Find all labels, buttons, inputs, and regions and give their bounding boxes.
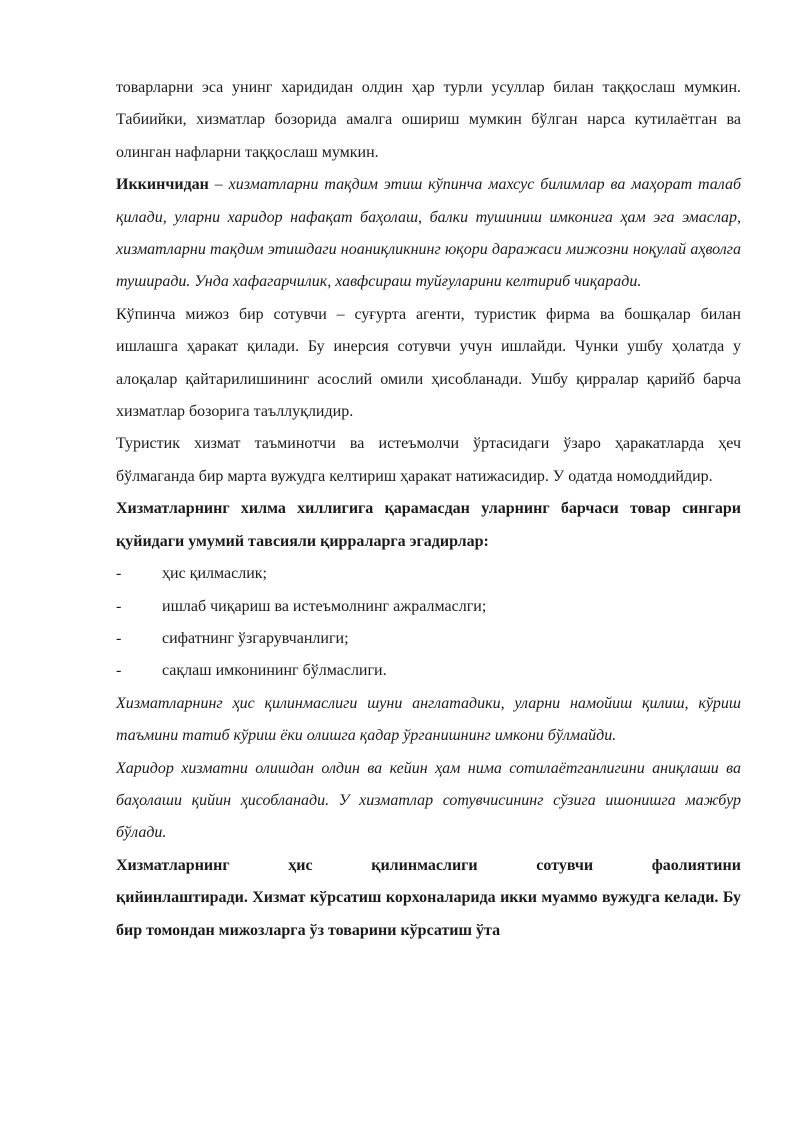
heading-word: фаолиятини <box>651 856 741 874</box>
heading-word: қилинмаслиги <box>371 856 478 874</box>
heading-word: Хизматларнинг <box>116 856 230 874</box>
document-page <box>116 72 741 947</box>
list-dash: - <box>116 662 122 680</box>
paragraph-two-problems: қийинлаштиради. Хизмат кўрсатиш корхоналарида икки муаммо вужудга келади. Бу бир томондан мижозларга ўз товарини кўрсатиш ўта <box>116 889 741 939</box>
list-item <box>116 558 741 590</box>
spread-heading-line <box>116 850 741 882</box>
paragraph-tourist-service: Туристик хизмат таъминотчи ва истеъмолчи ўртасидаги ўзаро ҳаракатларда ҳеч бўлмаганда бир марта вужудга келтириш ҳаракат натижасидир. У одатда номоддийдир. <box>116 435 741 485</box>
paragraph-intangibility-difficulty <box>116 850 741 947</box>
heading-word: сотувчи <box>536 856 594 874</box>
secondly-lead: Иккинчидан <box>116 176 209 194</box>
list-dash: - <box>116 565 122 583</box>
list-item-text: сақлаш имконининг бўлмаслиги. <box>162 662 387 680</box>
list-item <box>116 655 741 687</box>
list-item-text: ишлаб чиқариш ва истеъмолнинг ажралмаслги; <box>162 597 487 615</box>
paragraph-comparison: товарларни эса унинг харидидан олдин ҳар турли усуллар билан таққослаш мумкин. Табиийки, хизматлар бозорида амалга ошириш мумкин бўлган нарса кутилаётган ва олинган нафларни таққослаш мумкин. <box>116 79 741 161</box>
list-item-text: ҳис қилмаслик; <box>162 565 267 583</box>
list-item-text: сифатнинг ўзгарувчанлиги; <box>162 629 349 647</box>
list-item <box>116 591 741 623</box>
paragraph-intangibility: Хизматларнинг ҳис қилинмаслиги шуни англатадики, уларни намойиш қилиш, кўриш таъмини татиб кўриш ёки олишга қадар ўрганишнинг имкони бўлмайди. <box>116 694 741 745</box>
traits-list <box>116 558 741 688</box>
list-dash: - <box>116 629 122 647</box>
paragraph-secondly <box>116 169 741 299</box>
list-dash: - <box>116 597 122 615</box>
list-item <box>116 623 741 655</box>
paragraph-client-seller: Кўпинча мижоз бир сотувчи – суғурта агенти, туристик фирма ва бошқалар билан ишлашга ҳаракат қилади. Бу инерсия сотувчи учун ишлайди. Чунки ушбу ҳолатда у алоқалар қайтарилишининг асослий омили ҳисобланади. Ушбу қирралар қарийб барча хизматлар бозорига таъллуқлидир. <box>116 305 741 421</box>
heading-word: ҳис <box>288 856 313 874</box>
paragraph-buyer-trust: Харидор хизматни олишдан олдин ва кейин ҳам нима сотилаётганлигини аниқлаши ва баҳолаши қийин ҳисобланади. У хизматлар сотувчисининг сўзига ишонишга мажбур бўлади. <box>116 759 741 842</box>
secondly-text: – хизматларни тақдим этиш кўпинча махсус билимлар ва маҳорат талаб қилади, уларни харидор нафақат баҳолаш, балки тушиниш имконига ҳам эга эмаслар, хизматларни тақдим этишдаги ноаниқликнинг юқори даражаси мижозни ноқулай аҳволга туширади. Унда хафагарчилик, хавфсираш туйғуларини келтириб чиқаради. <box>116 176 741 291</box>
paragraph-services-traits: Хизматларнинг хилма хиллигига қарамасдан уларнинг барчаси товар сингари қуйидаги умумий тавсияли қирраларга эгадирлар: <box>116 500 741 550</box>
